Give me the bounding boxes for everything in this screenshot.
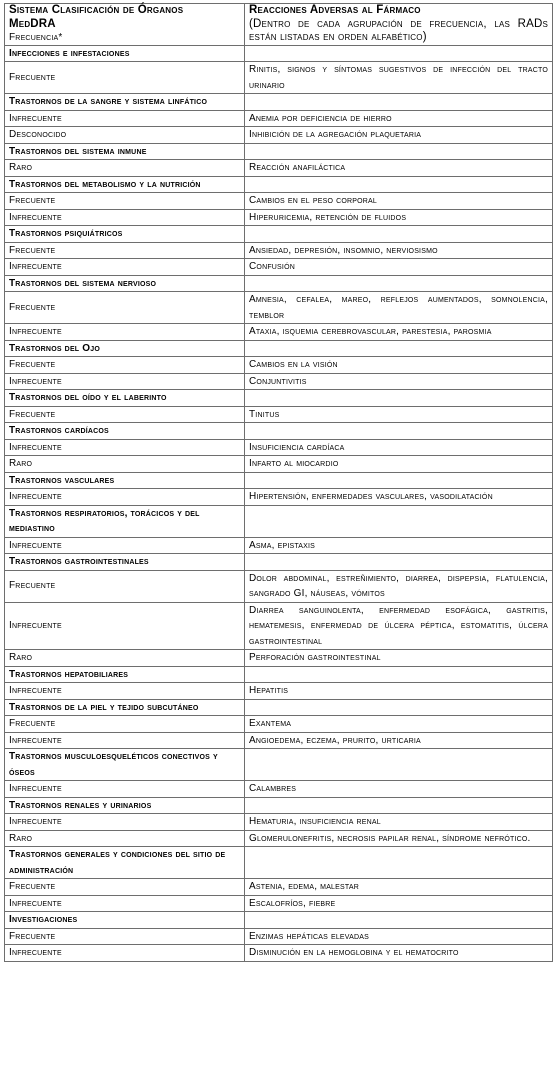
table-row [5,489,553,506]
reaction-cell: Asma, epistaxis [245,537,553,554]
reaction-cell: Perforación gastrointestinal [245,650,553,667]
table-row [5,357,553,374]
reaction-cell: Diarrea sanguinolenta, enfermedad esofágica, gastritis, hematemesis, enfermedad de úlcera péptica, estomatitis, úlcera gastrointestinal [245,602,553,650]
table-row [5,879,553,896]
reaction-cell: Calambres [245,781,553,798]
table-row [5,602,553,650]
table-body [5,45,553,961]
section-label: Trastornos vasculares [5,472,245,489]
empty-cell [245,912,553,929]
header-col1-line3: Frecuencia* [9,32,63,43]
section-row [5,390,553,407]
section-label: Trastornos renales y urinarios [5,797,245,814]
section-label: Trastornos del Ojo [5,340,245,357]
section-row [5,143,553,160]
frequency-cell: Infrecuente [5,259,245,276]
empty-cell [245,143,553,160]
section-label: Trastornos del sistema nervioso [5,275,245,292]
section-label: Trastornos del oído y el laberinto [5,390,245,407]
reaction-cell: Hipertensión, enfermedades vasculares, vasodilatación [245,489,553,506]
header-cell-reactions [245,4,553,46]
section-row [5,472,553,489]
empty-cell [245,847,553,879]
table-row [5,406,553,423]
frequency-cell: Infrecuente [5,439,245,456]
table-row [5,537,553,554]
reaction-cell: Ataxia, isquemia cerebrovascular, parestesia, parosmia [245,324,553,341]
section-row [5,45,553,62]
table-row [5,716,553,733]
table-row [5,127,553,144]
empty-cell [245,226,553,243]
frequency-cell: Infrecuente [5,732,245,749]
table-row [5,209,553,226]
section-row [5,226,553,243]
section-label: Trastornos del metabolismo y la nutrición [5,176,245,193]
section-label: Trastornos psiquiátricos [5,226,245,243]
table-row [5,324,553,341]
table-row [5,570,553,602]
table-row [5,439,553,456]
table-row [5,373,553,390]
frequency-cell: Frecuente [5,193,245,210]
table-row [5,945,553,962]
section-row [5,749,553,781]
empty-cell [245,176,553,193]
table-row [5,160,553,177]
empty-cell [245,340,553,357]
frequency-cell: Raro [5,160,245,177]
table-row [5,110,553,127]
frequency-cell: Infrecuente [5,945,245,962]
reaction-cell: Escalofríos, fiebre [245,895,553,912]
section-label: Trastornos musculoesqueléticos conectivos y óseos [5,749,245,781]
empty-cell [245,699,553,716]
frequency-cell: Raro [5,650,245,667]
table-row [5,732,553,749]
section-row [5,505,553,537]
reaction-cell: Exantema [245,716,553,733]
reaction-cell: Astenia, edema, malestar [245,879,553,896]
reaction-cell: Conjuntivitis [245,373,553,390]
empty-cell [245,45,553,62]
frequency-cell: Frecuente [5,716,245,733]
section-label: Trastornos cardíacos [5,423,245,440]
reaction-cell: Ansiedad, depresión, insomnio, nerviosismo [245,242,553,259]
section-label: Trastornos generales y condiciones del sitio de administración [5,847,245,879]
frequency-cell: Infrecuente [5,489,245,506]
table-row [5,292,553,324]
frequency-cell: Infrecuente [5,814,245,831]
section-row [5,423,553,440]
frequency-cell: Desconocido [5,127,245,144]
reaction-cell: Enzimas hepáticas elevadas [245,928,553,945]
section-label: Trastornos gastrointestinales [5,554,245,571]
frequency-cell: Infrecuente [5,781,245,798]
frequency-cell: Infrecuente [5,373,245,390]
empty-cell [245,505,553,537]
reaction-cell: Tinitus [245,406,553,423]
table-row [5,683,553,700]
frequency-cell: Raro [5,830,245,847]
reaction-cell: Inhibición de la agregación plaquetaria [245,127,553,144]
empty-cell [245,472,553,489]
reaction-cell: Dolor abdominal, estreñimiento, diarrea, dispepsia, flatulencia, sangrado GI, náuseas, vómitos [245,570,553,602]
reaction-cell: Disminución en la hemoglobina y el hematocrito [245,945,553,962]
section-label: Trastornos de la sangre y sistema linfático [5,94,245,111]
reaction-cell: Hematuria, insuficiencia renal [245,814,553,831]
reaction-cell: Anemia por deficiencia de hierro [245,110,553,127]
reaction-cell: Cambios en la visión [245,357,553,374]
reaction-cell: Infarto al miocardio [245,456,553,473]
header-col1-line2: MedDRA [9,17,56,30]
empty-cell [245,275,553,292]
section-row [5,275,553,292]
table-row [5,928,553,945]
table-row [5,456,553,473]
frequency-cell: Infrecuente [5,209,245,226]
frequency-cell: Raro [5,456,245,473]
section-row [5,912,553,929]
section-label: Trastornos de la piel y tejido subcutáneo [5,699,245,716]
table-row [5,650,553,667]
table-row [5,62,553,94]
frequency-cell: Infrecuente [5,537,245,554]
reaction-cell: Confusión [245,259,553,276]
table-row [5,830,553,847]
frequency-cell: Frecuente [5,357,245,374]
frequency-cell: Infrecuente [5,895,245,912]
table-row [5,895,553,912]
section-label: Trastornos hepatobiliares [5,666,245,683]
table-row [5,781,553,798]
reaction-cell: Cambios en el peso corporal [245,193,553,210]
frequency-cell: Frecuente [5,242,245,259]
frequency-cell: Frecuente [5,928,245,945]
reaction-cell: Rinitis, signos y síntomas sugestivos de infección del tracto urinario [245,62,553,94]
empty-cell [245,666,553,683]
section-label: Investigaciones [5,912,245,929]
reaction-cell: Hepatitis [245,683,553,700]
section-row [5,797,553,814]
section-row [5,847,553,879]
reaction-cell: Insuficiencia cardíaca [245,439,553,456]
frequency-cell: Frecuente [5,406,245,423]
header-col2-note: (Dentro de cada agrupación de frecuencia, las RADs están listadas en orden alfabético) [249,17,548,43]
frequency-cell: Infrecuente [5,602,245,650]
frequency-cell: Frecuente [5,62,245,94]
section-row [5,554,553,571]
empty-cell [245,749,553,781]
reaction-cell: Amnesia, cefalea, mareo, reflejos aumentados, somnolencia, temblor [245,292,553,324]
table-row [5,259,553,276]
adverse-reactions-table [4,3,553,962]
section-row [5,666,553,683]
frequency-cell: Frecuente [5,570,245,602]
empty-cell [245,797,553,814]
header-cell-system-class [5,4,245,46]
empty-cell [245,94,553,111]
table-row [5,814,553,831]
section-row [5,176,553,193]
frequency-cell: Frecuente [5,292,245,324]
table-row [5,242,553,259]
reaction-cell: Glomerulonefritis, necrosis papilar renal, síndrome nefrótico. [245,830,553,847]
reaction-cell: Hiperuricemia, retención de fluidos [245,209,553,226]
reaction-cell: Reacción anafiláctica [245,160,553,177]
header-col1-line1: Sistema Clasificación de Órganos [9,4,184,16]
empty-cell [245,390,553,407]
empty-cell [245,554,553,571]
section-label: Trastornos respiratorios, torácicos y del mediastino [5,505,245,537]
frequency-cell: Infrecuente [5,324,245,341]
empty-cell [245,423,553,440]
header-col2-title: Reacciones Adversas al Fármaco [249,4,421,16]
frequency-cell: Infrecuente [5,683,245,700]
section-row [5,340,553,357]
frequency-cell: Frecuente [5,879,245,896]
table-header-row [5,4,553,46]
section-label: Infecciones e infestaciones [5,45,245,62]
table-row [5,193,553,210]
reaction-cell: Angioedema, eczema, prurito, urticaria [245,732,553,749]
section-row [5,699,553,716]
section-label: Trastornos del sistema inmune [5,143,245,160]
section-row [5,94,553,111]
frequency-cell: Infrecuente [5,110,245,127]
